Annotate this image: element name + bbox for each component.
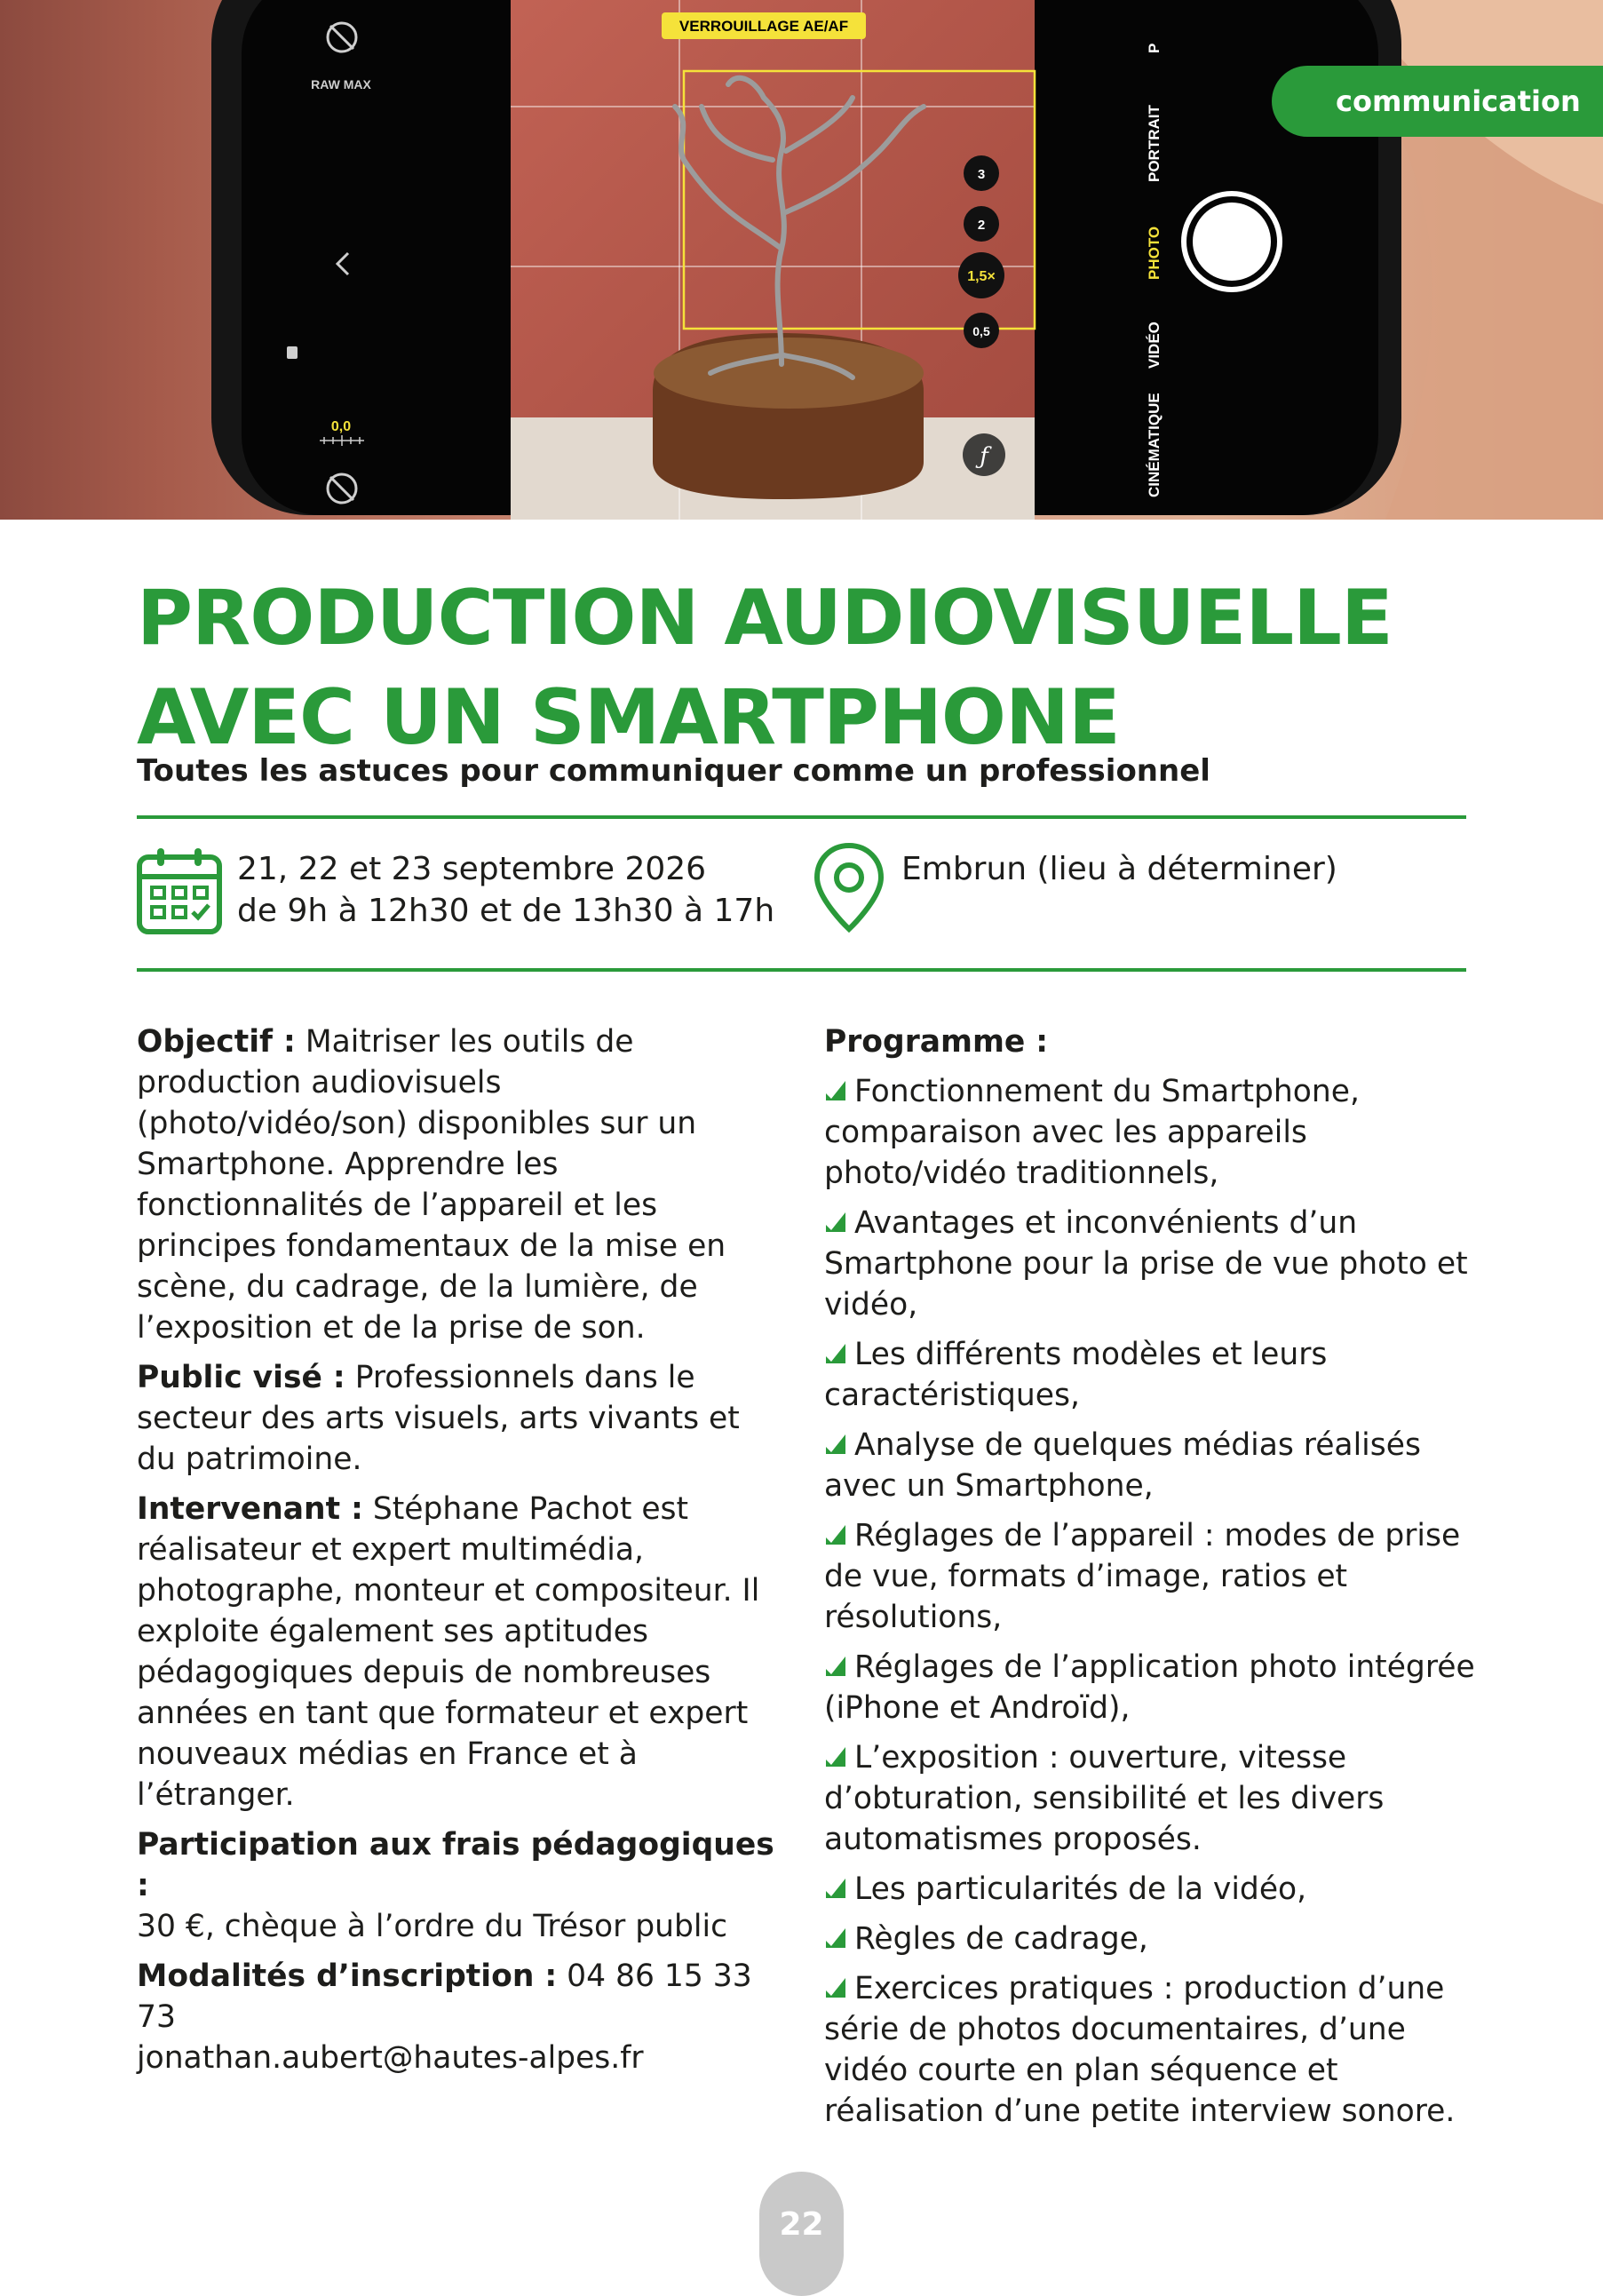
- mode-pano[interactable]: P: [1146, 43, 1163, 53]
- check-icon: [824, 1976, 847, 1999]
- list-item: [824, 1425, 1481, 1506]
- check-icon: [824, 1745, 847, 1768]
- inscription-label: Modalités d’inscription :: [137, 1958, 558, 1994]
- programme-item-text: Exercices pratiques : production d’une série de photos documentaires, d’une vidéo courte en plan séquence et réalisation d’une petite interview sonore.: [824, 1971, 1456, 2129]
- page-title: [137, 568, 1469, 767]
- bottom-divider: [137, 968, 1466, 972]
- programme-item-text: L’exposition : ouverture, vitesse d’obturation, sensibilité et les divers automatismes proposés.: [824, 1740, 1385, 1857]
- svg-text:ƒ: ƒ: [980, 443, 988, 470]
- calendar-icon: [136, 846, 223, 935]
- programme-item-text: Fonctionnement du Smartphone, comparaison avec les appareils photo/vidéo traditionnels,: [824, 1074, 1360, 1191]
- page-number: 22: [759, 2172, 844, 2296]
- programme-item-text: Réglages de l’appareil : modes de prise de vue, formats d’image, ratios et résolutions,: [824, 1518, 1461, 1635]
- raw-max-label[interactable]: RAW MAX: [311, 77, 371, 91]
- hero-photo: [0, 0, 1603, 520]
- list-item: [824, 1647, 1481, 1728]
- inscription-paragraph: [137, 1956, 776, 2078]
- participation-label: Participation aux frais pédagogiques :: [137, 1827, 774, 1903]
- list-item: [824, 1869, 1481, 1910]
- check-icon: [824, 1433, 847, 1456]
- programme-title: Programme :: [824, 1024, 1049, 1060]
- location-pin-icon: [813, 842, 885, 934]
- check-icon: [824, 1927, 847, 1950]
- mode-portrait[interactable]: PORTRAIT: [1146, 105, 1163, 182]
- mode-strip[interactable]: [1146, 44, 1163, 497]
- title-line-2: AVEC UN SMARTPHONE: [137, 673, 1120, 762]
- programme-column: [824, 1021, 1481, 2141]
- mode-cinematic[interactable]: CINÉMATIQUE: [1146, 393, 1163, 497]
- objectif-paragraph: [137, 1021, 776, 1348]
- details-column: [137, 1021, 776, 2087]
- phone-link[interactable]: 04 86 15 33 73: [137, 1958, 752, 2035]
- list-item: [824, 1968, 1481, 2132]
- programme-list: [824, 1071, 1481, 2132]
- intervenant-label: Intervenant :: [137, 1491, 363, 1527]
- check-icon: [824, 1655, 847, 1678]
- time-line: de 9h à 12h30 et de 13h30 à 17h: [237, 893, 775, 929]
- list-item: [824, 1203, 1481, 1325]
- check-icon: [824, 1523, 847, 1546]
- ae-af-lock-label: VERROUILLAGE AE/AF: [678, 18, 849, 35]
- check-icon: [824, 1877, 847, 1900]
- zoom-3-button[interactable]: 3: [977, 167, 986, 182]
- title-line-1: PRODUCTION AUDIOVISUELLE: [137, 574, 1393, 663]
- list-item: [824, 1334, 1481, 1416]
- email-link[interactable]: jonathan.aubert@hautes-alpes.fr: [137, 2040, 644, 2076]
- programme-item-text: Les particularités de la vidéo,: [854, 1871, 1307, 1907]
- check-icon: [824, 1079, 847, 1102]
- category-tag: communication: [1272, 66, 1603, 137]
- programme-item-text: Réglages de l’application photo intégrée (iPhone et Androïd),: [824, 1649, 1475, 1726]
- check-icon: [824, 1342, 847, 1365]
- intervenant-text: Stéphane Pachot est réalisateur et expert multimédia, photographe, monteur et compositeur. Il exploite également ses aptitudes pédagogiques depuis de nombreuses années en tant que formateur et expert nouveaux médias en France et à l’étranger.: [137, 1491, 760, 1813]
- top-divider: [137, 815, 1466, 819]
- public-paragraph: [137, 1357, 776, 1480]
- public-text: Professionnels dans le secteur des arts visuels, arts vivants et du patrimoine.: [137, 1360, 740, 1477]
- programme-item-text: Analyse de quelques médias réalisés avec un Smartphone,: [824, 1427, 1421, 1504]
- event-location: Embrun (lieu à déterminer): [901, 851, 1337, 887]
- participation-text: 30 €, chèque à l’ordre du Trésor public: [137, 1909, 728, 1944]
- list-item: [824, 1919, 1481, 1959]
- list-item: [824, 1515, 1481, 1638]
- zoom-0-5-button[interactable]: 0,5: [972, 324, 990, 338]
- objectif-text: Maitriser les outils de production audiovisuels (photo/vidéo/son) disponibles sur un Smartphone. Apprendre les fonctionnalités de l’appareil et les principes fondamentaux de la mise en scène, du cadrage, de la lumière, de l’exposition et de la prise de son.: [137, 1024, 726, 1346]
- check-icon: [824, 1211, 847, 1234]
- mode-photo[interactable]: PHOTO: [1146, 226, 1163, 280]
- objectif-label: Objectif :: [137, 1024, 296, 1060]
- public-label: Public visé :: [137, 1360, 345, 1395]
- lock-indicator-icon: [287, 346, 298, 359]
- participation-paragraph: [137, 1824, 776, 1947]
- exposure-value[interactable]: 0,0: [330, 419, 352, 434]
- programme-item-text: Les différents modèles et leurs caractéristiques,: [824, 1337, 1328, 1413]
- zoom-1-5-button[interactable]: 1,5×: [967, 269, 996, 284]
- mode-video[interactable]: VIDÉO: [1146, 322, 1163, 369]
- programme-item-text: Avantages et inconvénients d’un Smartphone pour la prise de vue photo et vidéo,: [824, 1205, 1468, 1323]
- subtitle: Toutes les astuces pour communiquer comme un professionnel: [137, 753, 1210, 789]
- list-item: [824, 1737, 1481, 1860]
- list-item: [824, 1071, 1481, 1194]
- intervenant-paragraph: [137, 1489, 776, 1815]
- programme-item-text: Règles de cadrage,: [854, 1921, 1148, 1957]
- event-date: [237, 848, 774, 932]
- zoom-2-button[interactable]: 2: [977, 218, 986, 233]
- date-line: 21, 22 et 23 septembre 2026: [237, 851, 707, 887]
